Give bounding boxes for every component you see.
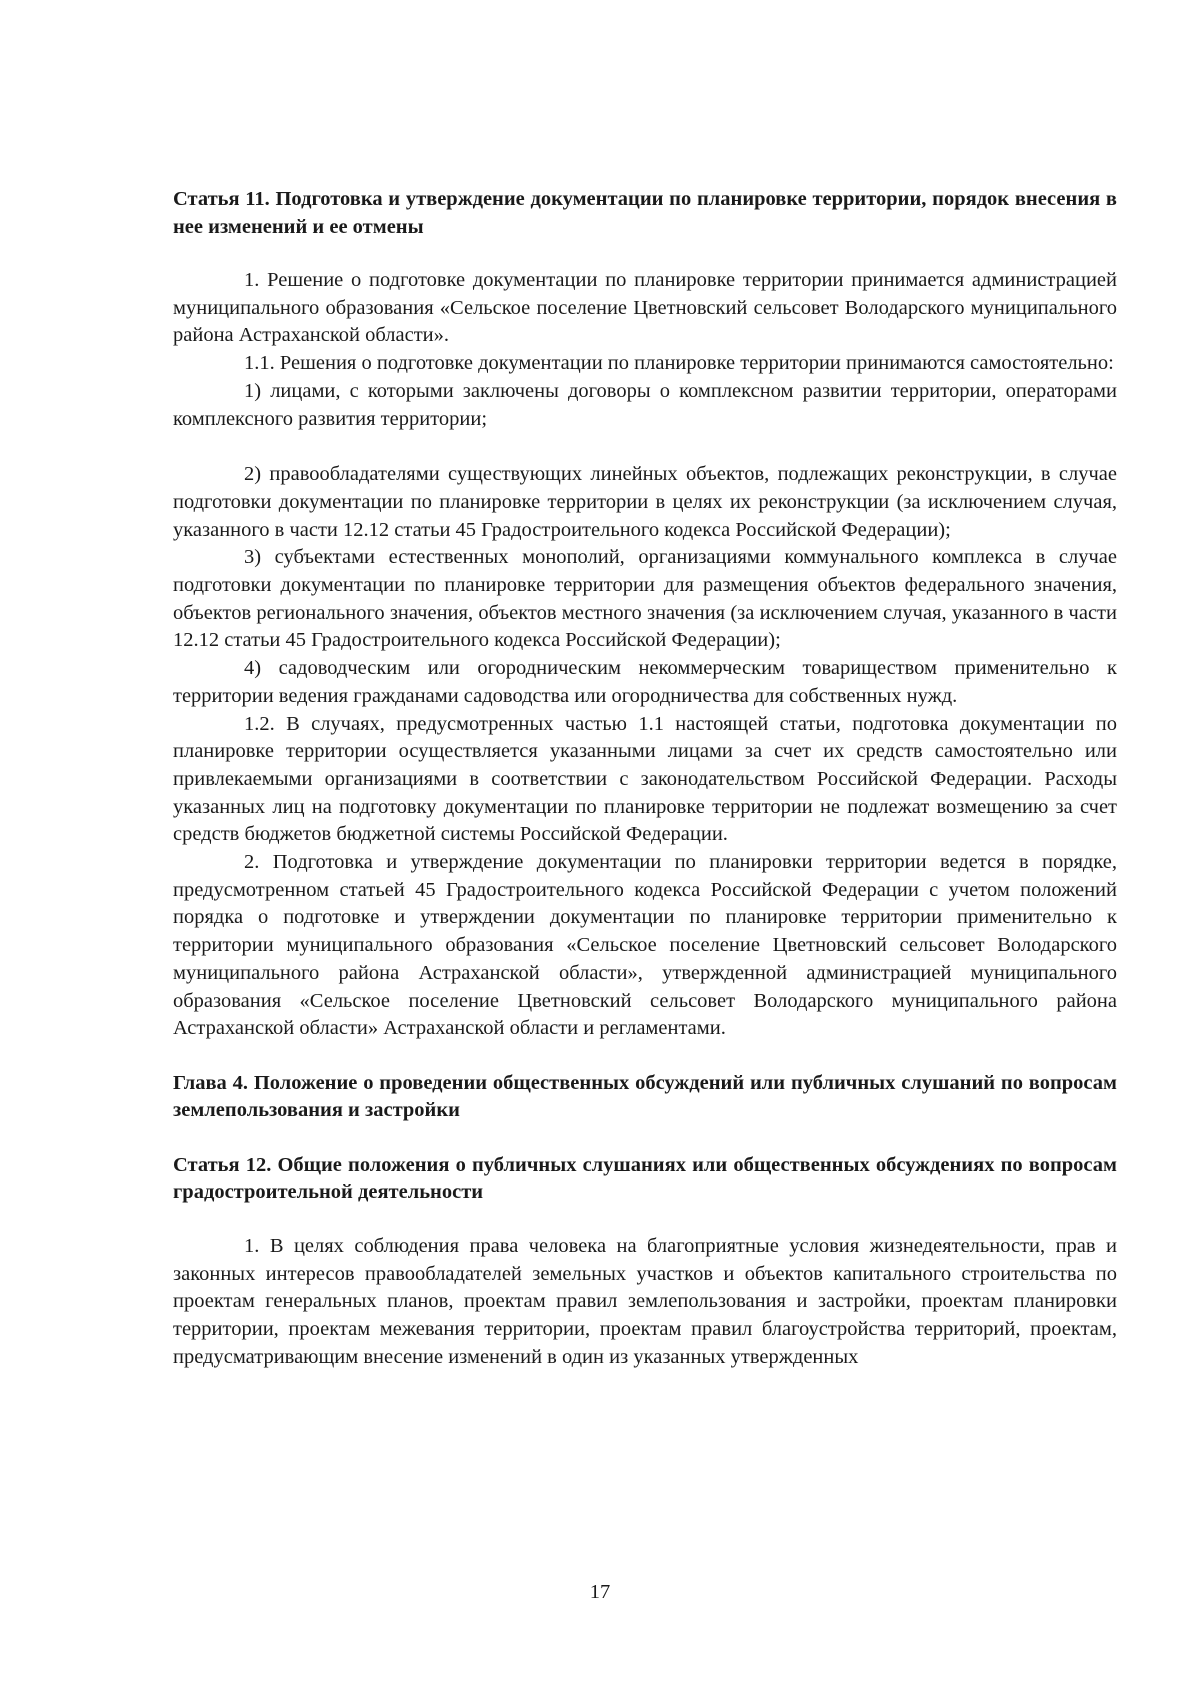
chapter-4-title: Глава 4. Положение о проведении общественных обсуждений или публичных слушаний по вопросам землепользования и застройки [173, 1071, 1117, 1122]
article-11-item-1: 1) лицами, с которыми заключены договоры о комплексном развитии территории, операторами комплексного развития территории; [173, 379, 1117, 430]
article-11-title: Статья 11. Подготовка и утверждение документации по планировке территории, порядок внесения в нее изменений и ее отмены [173, 188, 1117, 238]
page-number: 17 [589, 1581, 611, 1603]
article-11-item-3: 3) субъектами естественных монополий, организациями коммунального комплекса в случае подготовки документации по планировке территории для размещения объектов федерального значения, объектов регионального значения, объектов местного значения (за исключением случая, указанного в части 12.12 статьи 45 Градостроительного кодекса Российской Федерации); [173, 546, 1117, 652]
article-12-title: Статья 12. Общие положения о публичных слушаниях или общественных обсуждениях по вопросам градостроительной деятельности [173, 1153, 1117, 1204]
article-11-paragraph-1: 1. Решение о подготовке документации по планировке территории принимается администрацией муниципального образования «Сельское поселение Цветновский сельсовет Володарского муниципального района Астраханской области». [173, 269, 1117, 347]
article-12-paragraph-1: 1. В целях соблюдения права человека на благоприятные условия жизнедеятельности, прав и законных интересов правообладателей земельных участков и объектов капитального строительства по проектам генеральных планов, проектам правил землепользования и застройки, проектам планировки территории, проектам межевания территории, проектам правил благоустройства территорий, проектам, предусматривающим внесение изменений в один из указанных утвержденных [173, 1234, 1117, 1368]
article-11-paragraph-1-2: 1.2. В случаях, предусмотренных частью 1.1 настоящей статьи, подготовка документации по планировке территории осуществляется указанными лицами за счет их средств самостоятельно или привлекаемыми организациями в соответствии с законодательством Российской Федерации. Расходы указанных лиц на подготовку документации по планировке территории не подлежат возмещению за счет средств бюджетов бюджетной системы Российской Федерации. [173, 712, 1117, 846]
article-11-paragraph-1-1: 1.1. Решения о подготовке документации по планировке территории принимаются самостоятельно: [244, 352, 1114, 375]
article-11-item-4: 4) садоводческим или огородническим некоммерческим товариществом применительно к территории ведения гражданами садоводства или огородничества для собственных нужд. [173, 657, 1117, 707]
article-11-item-2: 2) правообладателями существующих линейных объектов, подлежащих реконструкции, в случае подготовки документации по планировке территории в целях их реконструкции (за исключением случая, указанного в части 12.12 статьи 45 Градостроительного кодекса Российской Федерации); [173, 463, 1117, 541]
article-11-paragraph-2: 2. Подготовка и утверждение документации по планировки территории ведется в порядке, предусмотренном статьей 45 Градостроительного кодекса Российской Федерации с учетом положений порядка о подготовке и утверждении документации по планировке территории применительно к территории муниципального образования «Сельское поселение Цветновский сельсовет Володарского муниципального района Астраханской области», утвержденной администрацией муниципального образования «Сельское поселение Цветновский сельсовет Володарского муниципального района Астраханской области» Астраханской области и регламентами. [173, 851, 1117, 1040]
document-page [173, 186, 1117, 1372]
